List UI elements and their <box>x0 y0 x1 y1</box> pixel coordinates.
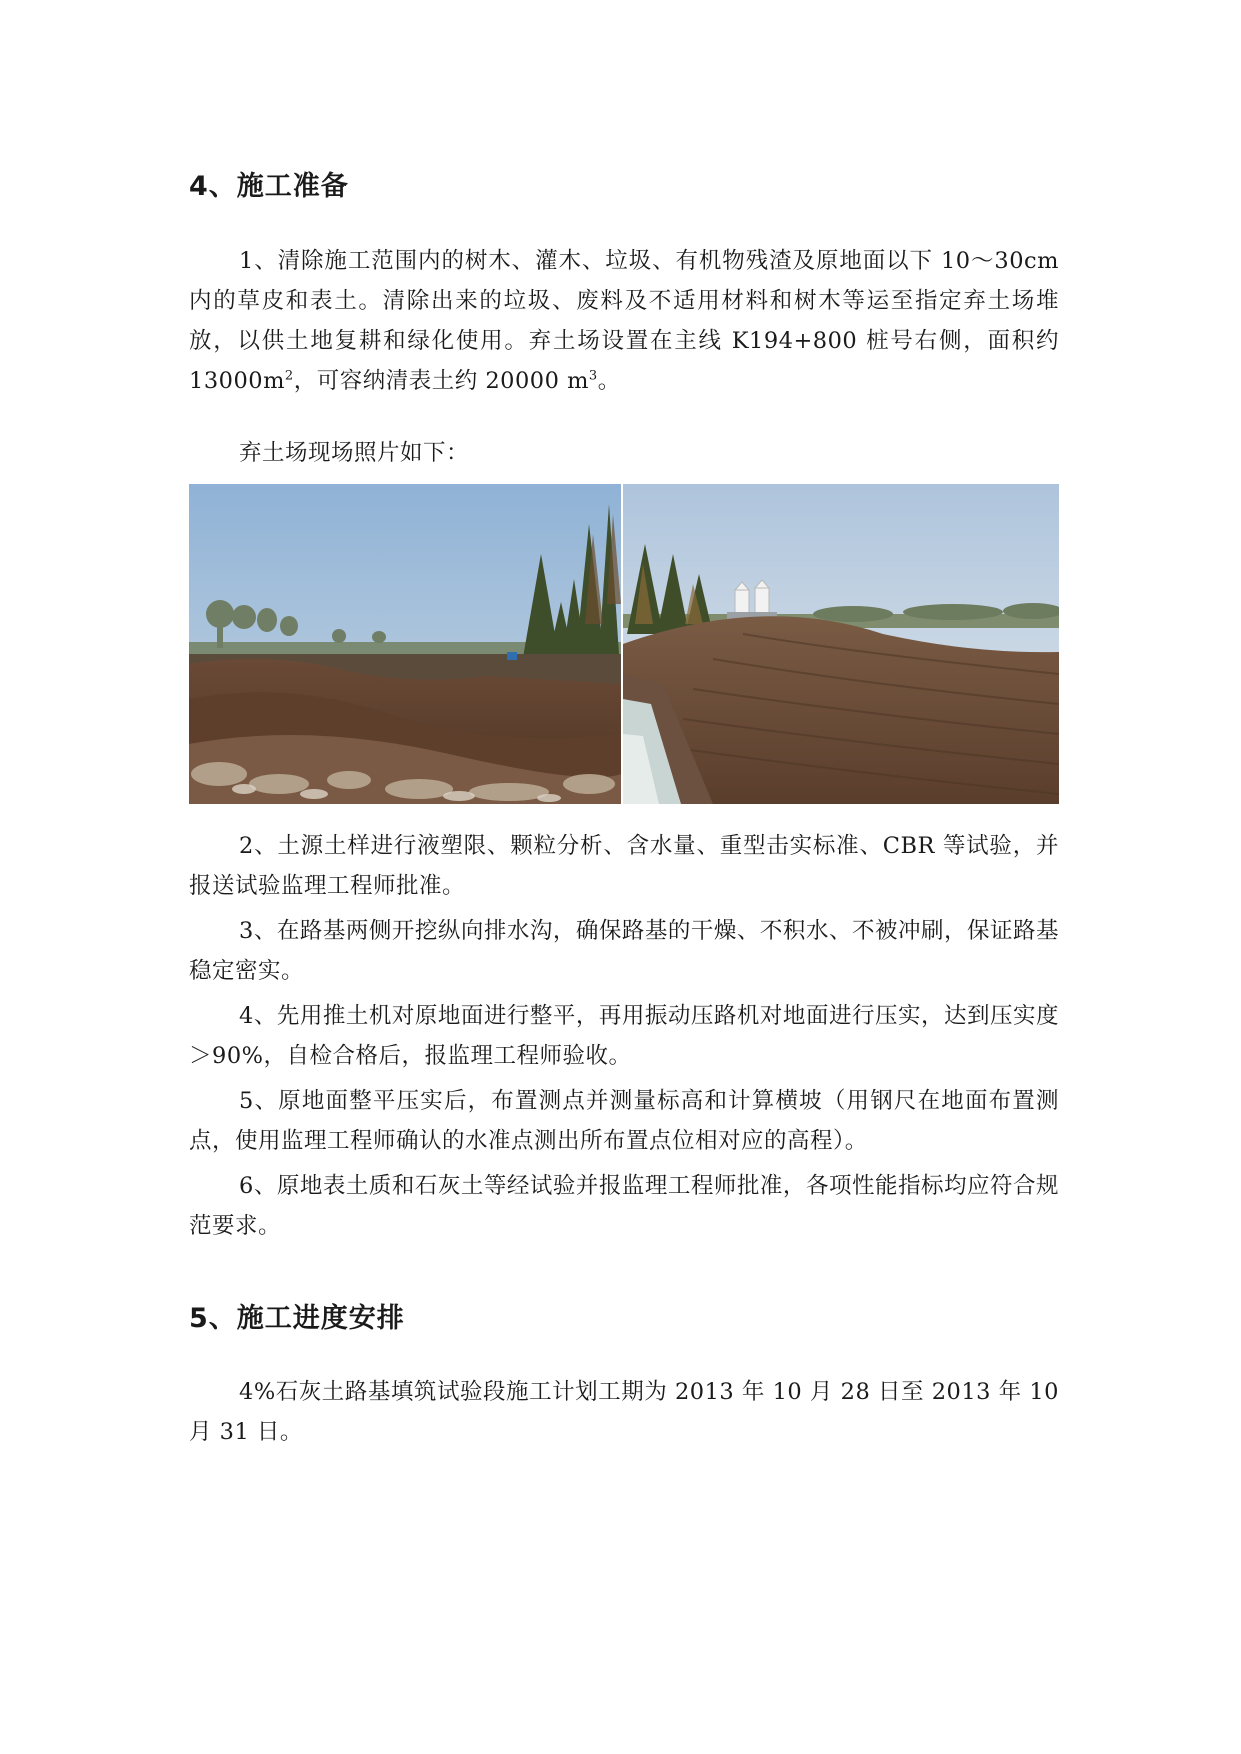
section-4-item-6: 6、原地表土质和石灰土等经试验并报监理工程师批准，各项性能指标均应符合规范要求。 <box>189 1173 1059 1239</box>
section-4-item-4: 4、先用推土机对原地面进行整平，再用振动压路机对地面进行压实，达到压实度＞90%，自检合格后，报监理工程师验收。 <box>189 1003 1059 1069</box>
photo-caption: 弃土场现场照片如下： <box>239 440 470 466</box>
superscript-2: 2 <box>284 368 294 384</box>
paragraph-1-text-mid: ，可容纳清表土约 20000 m <box>293 368 589 394</box>
section-4-item-5: 5、原地面整平压实后，布置测点并测量标高和计算横坡（用钢尺在地面布置测点，使用监理工程师确认的水准点测出所布置点位相对应的高程）。 <box>189 1088 1059 1154</box>
spoil-site-photo-right <box>623 484 1059 804</box>
section-5-heading: 5、施工进度安排 <box>189 1303 405 1334</box>
section-4-item-3: 3、在路基两侧开挖纵向排水沟，确保路基的干燥、不积水、不被冲刷，保证路基稳定密实。 <box>189 918 1059 984</box>
section-4-heading: 4、施工准备 <box>189 171 349 202</box>
spoil-site-photo-left <box>189 484 621 804</box>
section-4-paragraph-1 <box>189 241 1059 401</box>
paragraph-1-text: 1、清除施工范围内的树木、灌木、垃圾、有机物残渣及原地面以下 10～30cm 内的草皮和表土。清除出来的垃圾、废料及不适用材料和树木等运至指定弃土场堆放，以供土地复耕和绿化使用。弃土场设置在主线 K194+800 桩号右侧，面积约 13000m <box>189 248 1059 394</box>
section-4-item-2: 2、土源土样进行液塑限、颗粒分析、含水量、重型击实标准、CBR 等试验，并报送试验监理工程师批准。 <box>189 833 1059 899</box>
paragraph-1-text-end: 。 <box>597 368 621 394</box>
section-5-paragraph-1: 4%石灰土路基填筑试验段施工计划工期为 2013 年 10 月 28 日至 2013 年 10 月 31 日。 <box>189 1379 1059 1445</box>
site-photos <box>189 484 1059 804</box>
superscript-3: 3 <box>588 368 598 384</box>
